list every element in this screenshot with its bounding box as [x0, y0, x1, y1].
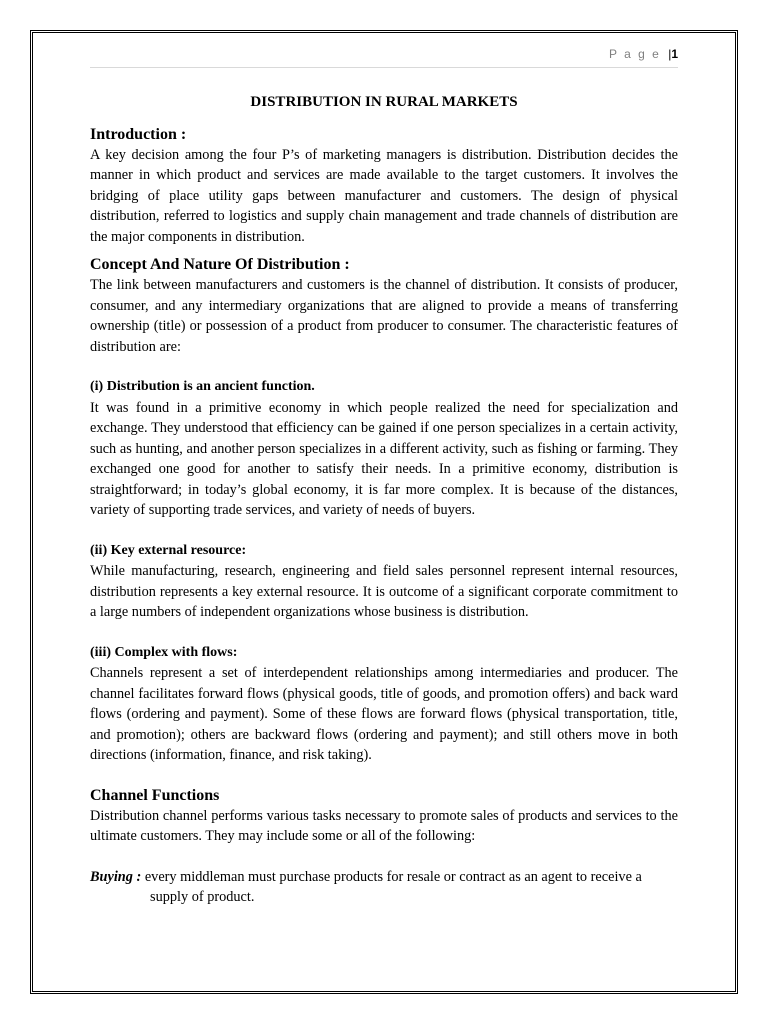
feature-text-ancient: It was found in a primitive economy in which people realized the need for specialization and exchange. They understood that efficiency can be gained if one person specializes in a certain activity, such as hunting, and another person specializes in a different activity, such as fishing or farming. They exchanged one good for another to satisfy their needs. In a primitive economy, distribution is straightforward; in today’s global economy, it is far more complex. It is because of the distances, variety of supporting trade services, and variety of needs of buyers.	[90, 399, 678, 518]
buying-term: Buying :	[90, 868, 142, 885]
page-label: P a g e	[609, 47, 661, 61]
feature-heading-external: (ii) Key external resource:	[90, 542, 247, 558]
feature-heading-ancient: (i) Distribution is an ancient function.	[90, 379, 315, 394]
buying-text: every middleman must purchase products for resale or contract as an agent to receive a supply of product.	[144, 868, 642, 905]
feature-text-flows: Channels represent a set of interdependent relationships among intermediaries and producer. The channel facilitates forward flows (physical goods, title of goods, and promotion offers) and back ward flows (ordering and payment). Some of these flows are forward flows (physical transportation, title, and promotion); others are backward flows (ordering and payment); and still others move in both directions (information, finance, and risk taking).	[90, 665, 678, 763]
feature-heading-flows: (iii) Complex with flows:	[90, 644, 238, 660]
page-number: 1	[671, 47, 678, 61]
section-heading-concept: Concept And Nature Of Distribution :	[90, 256, 350, 273]
page-separator: |	[668, 47, 672, 61]
section-heading-channel-functions: Channel Functions	[90, 786, 220, 804]
page-header	[90, 47, 678, 68]
section-text-introduction: A key decision among the four P’s of marketing managers is distribution. Distribution decides the manner in which product and services are made available to the target customers. It involves the bridging of place utility gaps between manufacturer and customers. The design of physical distribution, referred to logistics and supply chain management and trade channels of distribution are the major components in distribution.	[90, 146, 678, 245]
buying-paragraph	[90, 867, 678, 908]
section-text-concept: The link between manufacturers and customers is the channel of distribution. It consists of producer, consumer, and any intermediary organizations that are aligned to provide a means of transferring ownership (title) or possession of a product from producer to consumer. The characteristic features of distribution are:	[90, 277, 678, 355]
feature-text-external: While manufacturing, research, engineering and field sales personnel represent internal resources, distribution represents a key external resource. It is outcome of a significant corporate commitment to a large numbers of independent organizations whose business is distribution.	[90, 563, 678, 620]
section-text-channel-functions: Distribution channel performs various tasks necessary to promote sales of products and services to the ultimate customers. They may include some or all of the following:	[90, 807, 678, 844]
document-body	[90, 92, 678, 908]
document-title: DISTRIBUTION IN RURAL MARKETS	[250, 94, 518, 110]
section-heading-introduction: Introduction :	[90, 125, 187, 143]
